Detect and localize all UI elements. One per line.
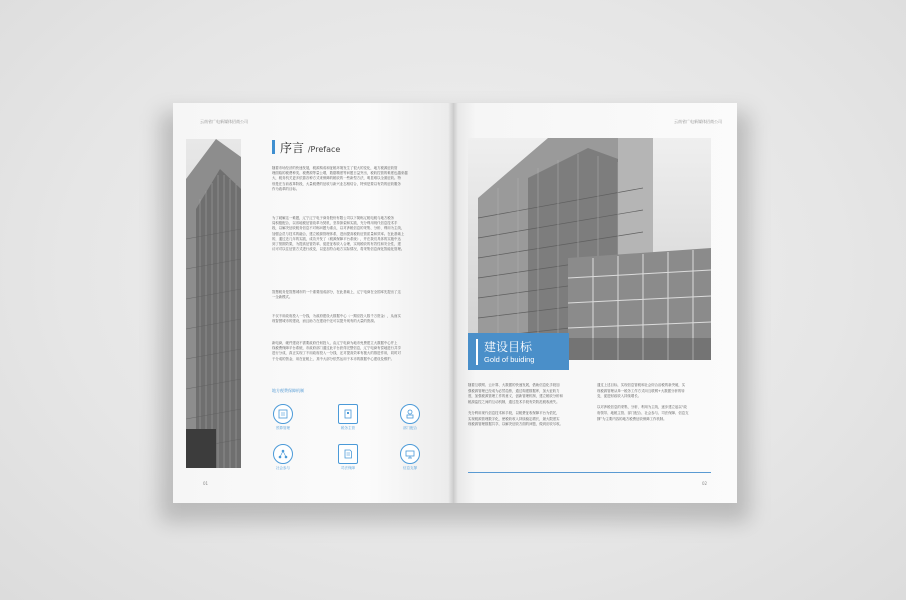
icon-item-network <box>273 444 293 471</box>
text-line: 加强会员与技术的融合，建立税源管理体系，进而提高税收征管质量和效率。在此基础上 <box>272 231 405 236</box>
dept-icon <box>400 404 420 424</box>
text-line: 随着互联网、云计算、大数据的快速发展，借助信息化手段加 <box>468 383 560 387</box>
goal-title-en: Gold of buiding <box>484 355 535 364</box>
section-label: 地方税费保障机制 <box>272 388 304 393</box>
right-column-2 <box>597 383 709 422</box>
bottom-rule <box>468 472 711 473</box>
right-header: 云南省广电新媒体招商公司 <box>674 119 722 124</box>
text-line: 的，通过近几年的实践，成功开发了《税源保障平台系统》，并在我们具体的实施中达 <box>272 236 401 241</box>
paragraph-2 <box>272 216 432 252</box>
text-line: 充分利用现代信息技术和手段，以税费征收保障平台为依托， <box>468 410 560 415</box>
spine-shadow <box>448 103 458 503</box>
left-header: 云南省广电新媒体招商公司 <box>200 119 248 124</box>
text-line: 到了预期效果，为提高征管效率，促进征收收入合理，实现税收的有效性和安全性，建 <box>272 241 401 246</box>
text-line: 议可对以往征管方式进行改变，以更加符合地方实际情况，将采集信息深化智能化管理。 <box>272 247 405 252</box>
text-line: 智慧税务是智慧城市的一个重要组成部分，在此基础上，辽宁电商在全国率先提出了这 <box>272 290 401 294</box>
icon-label: 信息支撑 <box>403 466 417 470</box>
skyscraper-image <box>186 139 241 468</box>
text-line: 大，税务机关更多依靠各种方式来保障的税收的一些新型方法，明显难以全面征收。特 <box>272 176 401 181</box>
text-line: 为了破解这一难题，辽宁辽宁电子商务股份有限公司以下简称辽税电税与地方税务 <box>272 216 395 220</box>
paragraph-3 <box>272 290 432 300</box>
title-cn: 序言 <box>280 141 305 155</box>
text-line: 段，以解决征收税务信息不对称问题为重点，以对涉税信息的采集、分析、利用为主线， <box>272 226 405 231</box>
text-line: 现税源管理数据共享，以解决征收方面的问题，做到应收尽收。 <box>468 422 563 427</box>
icon-label: 预算管理 <box>276 426 290 430</box>
text-line: 进行分成，真正实现了不用政府投入一分钱，还对提高效率有极大的推进作用，同时对 <box>272 351 401 356</box>
right-column-1 <box>468 383 580 428</box>
icon-item-platform <box>400 444 420 471</box>
goal-title-cn: 建设目标 <box>484 340 533 354</box>
icon-label: 社会参与 <box>276 466 290 470</box>
text-line: 线税费保障平台系统，市政府部门通过此平台获得完整信息，辽宁电商有偿地进行共享 <box>272 346 401 351</box>
icon-label: 部门配合 <box>403 426 417 430</box>
building-icon <box>338 404 358 424</box>
document-icon <box>338 444 358 464</box>
paragraph-1 <box>272 166 432 192</box>
preface-title <box>280 139 340 156</box>
text-line: 以对涉税信息的采集、分析、利用为主线，逐步建立起以“政 <box>597 405 687 410</box>
text-line: 理面临的税费种类、税费源等量公增，数据精度等问题日益突出，税收控管的难度也越来越 <box>272 171 408 176</box>
icon-item-budget <box>273 404 293 431</box>
text-line: 随着市场经济的快速发展，税源构成和征税环境发生了很大的变化，地方税源征收管 <box>272 166 398 170</box>
page-number-left: 01 <box>203 481 209 486</box>
icon-label: 税务主管 <box>341 426 355 430</box>
text-line: 通过上述目标，实现信息管税和社会综合治税的新突破，实 <box>597 383 686 387</box>
left-building-photo <box>186 139 241 468</box>
text-line: 实现税源管理数字化，使税收收入持续稳定增长，最大限度实 <box>468 416 560 421</box>
text-line: 别是在当前改革阶段，大量税费的征收与新兴业态相结合，特别是要以有效的征收服务 <box>272 181 401 186</box>
icon-item-dept <box>400 404 420 431</box>
text-line: 作为改革的目标。 <box>272 186 300 191</box>
text-line: 现税源管理从单一税务工作方式向互联网+大数据分析的转 <box>597 388 685 393</box>
title-accent-bar <box>272 140 275 154</box>
icon-item-building <box>338 404 358 431</box>
platform-icon <box>400 444 420 464</box>
title-en: /Preface <box>307 145 341 154</box>
budget-icon <box>273 404 293 424</box>
text-line: 强税源管理已经成为必然趋势，通过构建数据库，加大征收力 <box>468 388 560 393</box>
network-icon <box>273 444 293 464</box>
text-line: 税源监控之间的互动机制，通过技术手段有效防范税收流失。 <box>468 399 560 404</box>
text-line: 新电商，硬件建设不需要政府任何投入，由辽宁电商为地市免费建立大数据中心并上 <box>272 341 398 345</box>
modern-building-image <box>468 138 711 360</box>
right-building-photo <box>468 138 711 360</box>
paragraph-4 <box>272 314 432 324</box>
page-number-right: 02 <box>702 481 708 486</box>
paragraph-5 <box>272 341 432 362</box>
text-line: 于分成的资金，用在征税上，其中大部分依然运用于本市的数据中心建设及维护。 <box>272 356 395 361</box>
text-line: 一全新模式。 <box>272 295 293 300</box>
text-line: 现智慧城市的建设，而且助力在建设中还可以提升现有的大量的资源。 <box>272 319 378 324</box>
text-line: 度，加强税源管理工作的意义，创新管理机制，建立税收分析和 <box>468 394 563 399</box>
text-line: 变，促进财政收入持续增长。 <box>597 394 642 399</box>
text-line: 撑”为主要内容的地方税费征收保障工作机制。 <box>597 416 667 421</box>
icon-label: 司法保障 <box>341 466 355 470</box>
icon-item-document <box>338 444 358 471</box>
goal-title-box <box>468 333 569 370</box>
text-line: 不仅不用政府投入一分钱，为政府建设大数据中心（一期应投入数千万资金），从而实 <box>272 314 401 318</box>
text-line: 府领导、地税主管、部门配合、社会参与、司法保障、信息支 <box>597 410 689 415</box>
text-line: 局积极配合，以省地税征管改革为契机，坚持探索和实践，充分利用现代信息技术手 <box>272 221 398 226</box>
title-accent-bar <box>476 339 478 365</box>
